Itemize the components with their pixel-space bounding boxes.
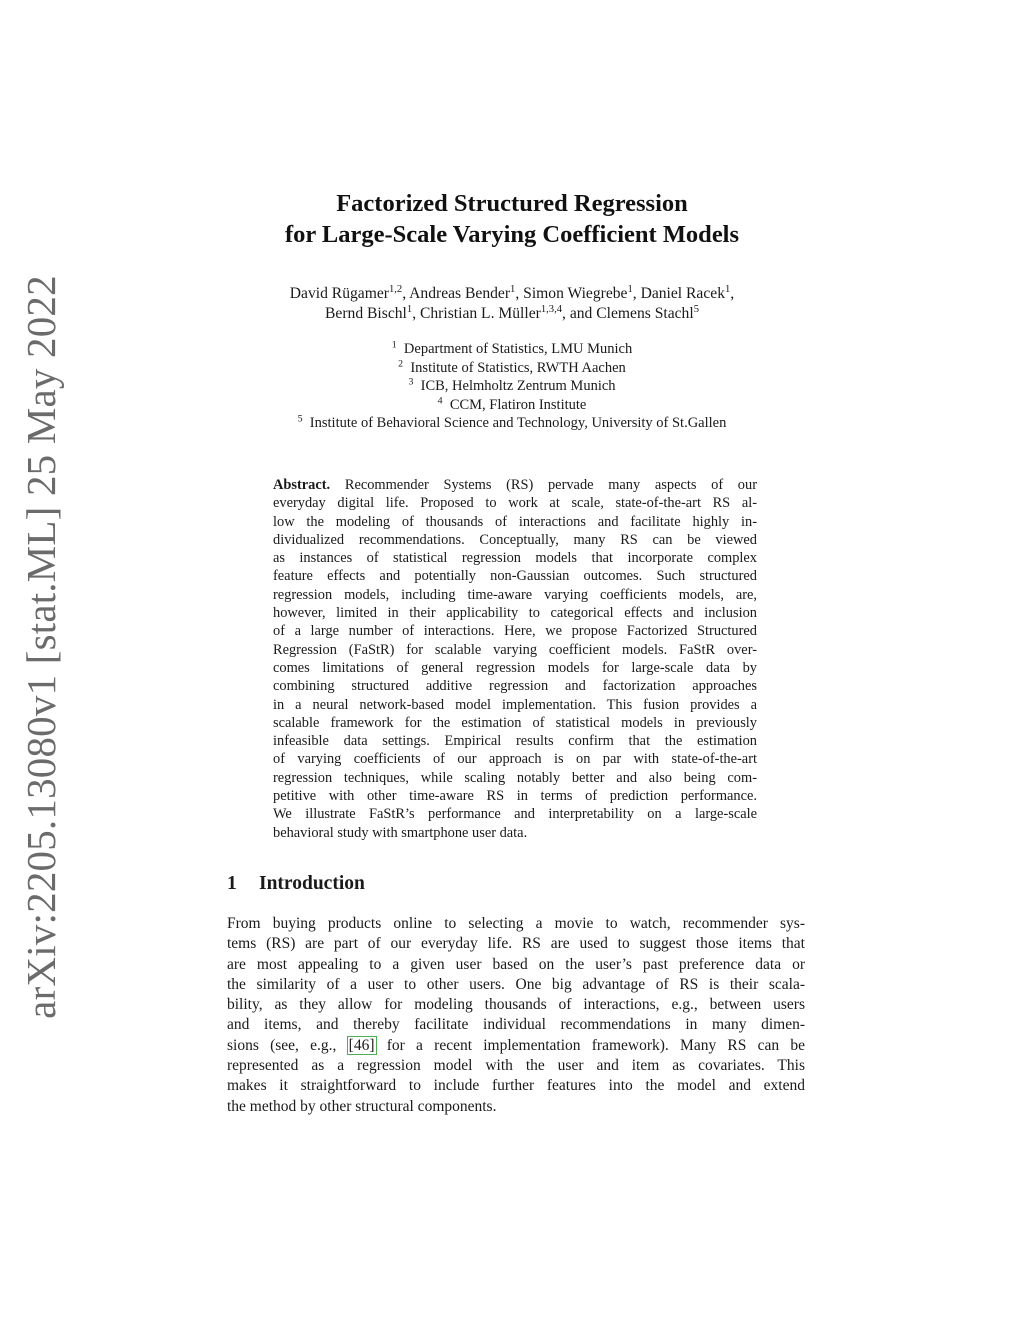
affiliation-text: Department of Statistics, LMU Munich	[403, 341, 633, 357]
author-affiliation-sup: 1,3,4	[540, 304, 563, 316]
abstract-line: Regression (FaStR) for scalable varying coefficient models. FaStR over-	[273, 641, 757, 658]
body-line: are most appealing to a given user based on the user’s past preference data or	[227, 955, 805, 973]
author-name: Andreas Bender	[409, 285, 511, 302]
abstract-line: infeasible data settings. Empirical results confirm that the estimation	[273, 733, 757, 750]
author-list	[0, 284, 1024, 324]
abstract-line: petitive with other time-aware RS in terms of prediction performance.	[273, 788, 757, 805]
abstract-line: of a large number of interactions. Here, we propose Factorized Structured	[273, 623, 757, 640]
affiliation-text: Institute of Statistics, RWTH Aachen	[410, 359, 626, 376]
abstract-line: scalable framework for the estimation of statistical models in previously	[273, 714, 757, 731]
author-line-2	[0, 304, 1024, 324]
author-affiliation-sup: 1,2	[388, 284, 403, 296]
affiliation-item	[0, 377, 1024, 396]
abstract-line: combining structured additive regression and factorization approaches	[273, 678, 757, 695]
section-number: 1	[227, 873, 237, 894]
affiliation-item	[0, 340, 1024, 359]
affiliation-item	[0, 396, 1024, 415]
body-line	[227, 1036, 805, 1056]
affiliation-text: Institute of Behavioral Science and Technology, University of St.Gallen	[309, 415, 727, 431]
title-line-2: for Large-Scale Varying Coefficient Models	[284, 221, 740, 248]
body-line: From buying products online to selecting a movie to watch, recommender sys-	[227, 915, 805, 932]
abstract	[273, 476, 757, 842]
author-affiliation-sup: 1	[510, 284, 516, 296]
arxiv-identifier: arXiv:2205.13080v1 [stat.ML] 25 May 2022	[18, 275, 65, 1019]
affiliation-number: 4	[437, 395, 443, 407]
affiliation-text: CCM, Flatiron Institute	[449, 396, 587, 413]
introduction-paragraph	[227, 914, 805, 1117]
author-affiliation-sup: 1	[725, 284, 731, 296]
section-heading	[227, 873, 627, 895]
body-line: makes it straightforward to include further features into the model and extend	[227, 1077, 805, 1095]
author-name: Simon Wiegrebe	[523, 285, 628, 302]
abstract-line: regression techniques, while scaling notably better and also being com-	[273, 769, 757, 786]
affiliation-list	[0, 340, 1024, 433]
author-affiliation-sup: 1	[627, 284, 633, 296]
author-name: Christian L. Müller	[419, 305, 541, 322]
abstract-line: dividualized recommendations. Conceptually, many RS can be viewed	[273, 531, 757, 548]
abstract-line: in a neural network-based model implementation. This fusion provides a	[273, 696, 757, 713]
author-separator: ,	[730, 285, 735, 302]
author-name: Clemens Stachl	[596, 305, 694, 322]
abstract-line: as instances of statistical regression models that incorporate complex	[273, 550, 757, 567]
abstract-line: of varying coefficients of our approach is on par with state-of-the-art	[273, 751, 757, 768]
body-line: represented as a regression model with the user and item as covariates. This	[227, 1057, 805, 1075]
affiliation-item	[0, 359, 1024, 378]
abstract-text: Recommender Systems (RS) pervade many aspects of our	[330, 477, 757, 493]
abstract-line: feature effects and potentially non-Gaussian outcomes. Such structured	[273, 568, 757, 585]
abstract-line	[273, 476, 757, 494]
abstract-line: We illustrate FaStR’s performance and interpretability on a large-scale	[273, 806, 757, 823]
paper-title	[0, 188, 1024, 250]
author-name: David Rügamer	[289, 285, 389, 302]
affiliation-number: 5	[297, 413, 303, 425]
section-title: Introduction	[259, 873, 365, 894]
author-name: Bernd Bischl	[325, 305, 407, 322]
body-line: the method by other structural components.	[227, 1097, 497, 1115]
body-text: for a recent implementation framework). Many RS can be	[375, 1036, 806, 1054]
body-line: bility, as they allow for modeling thousands of interactions, e.g., between users	[227, 996, 805, 1014]
affiliation-number: 2	[398, 358, 404, 370]
author-affiliation-sup: 1	[406, 304, 413, 316]
abstract-line: regression models, including time-aware varying coefficients models, are,	[273, 586, 757, 603]
author-separator: ,	[402, 285, 410, 302]
title-line-1: Factorized Structured Regression	[336, 190, 688, 217]
abstract-label: Abstract.	[273, 477, 331, 493]
body-line: and items, and thereby facilitate individual recommendations in many dimen-	[227, 1016, 805, 1034]
author-separator: ,	[515, 285, 524, 302]
affiliation-number: 1	[391, 339, 397, 351]
author-separator: ,	[632, 285, 641, 302]
body-line: the similarity of a user to other users. One big advantage of RS is their scala-	[227, 975, 805, 993]
affiliation-text: ICB, Helmholtz Zentrum Munich	[420, 378, 616, 394]
affiliation-number: 3	[408, 376, 414, 388]
abstract-line: everyday digital life. Proposed to work at scale, state-of-the-art RS al-	[273, 495, 757, 512]
abstract-line: low the modeling of thousands of interactions and facilitate highly in-	[273, 513, 757, 530]
author-name: Daniel Racek	[640, 285, 725, 302]
citation-link[interactable]: [46]	[348, 1036, 375, 1054]
author-line-1	[0, 284, 1024, 304]
body-text: sions (see, e.g.,	[227, 1036, 348, 1054]
author-separator: , and	[562, 305, 597, 322]
abstract-line: behavioral study with smartphone user data.	[273, 824, 528, 841]
abstract-line: however, limited in their applicability to categorical effects and inclusion	[273, 605, 757, 622]
affiliation-item	[0, 414, 1024, 433]
body-line: tems (RS) are part of our everyday life. RS are used to suggest those items that	[227, 935, 805, 953]
author-affiliation-sup: 5	[693, 304, 699, 316]
abstract-line: comes limitations of general regression models for large-scale data by	[273, 659, 757, 676]
author-separator: ,	[412, 305, 420, 322]
